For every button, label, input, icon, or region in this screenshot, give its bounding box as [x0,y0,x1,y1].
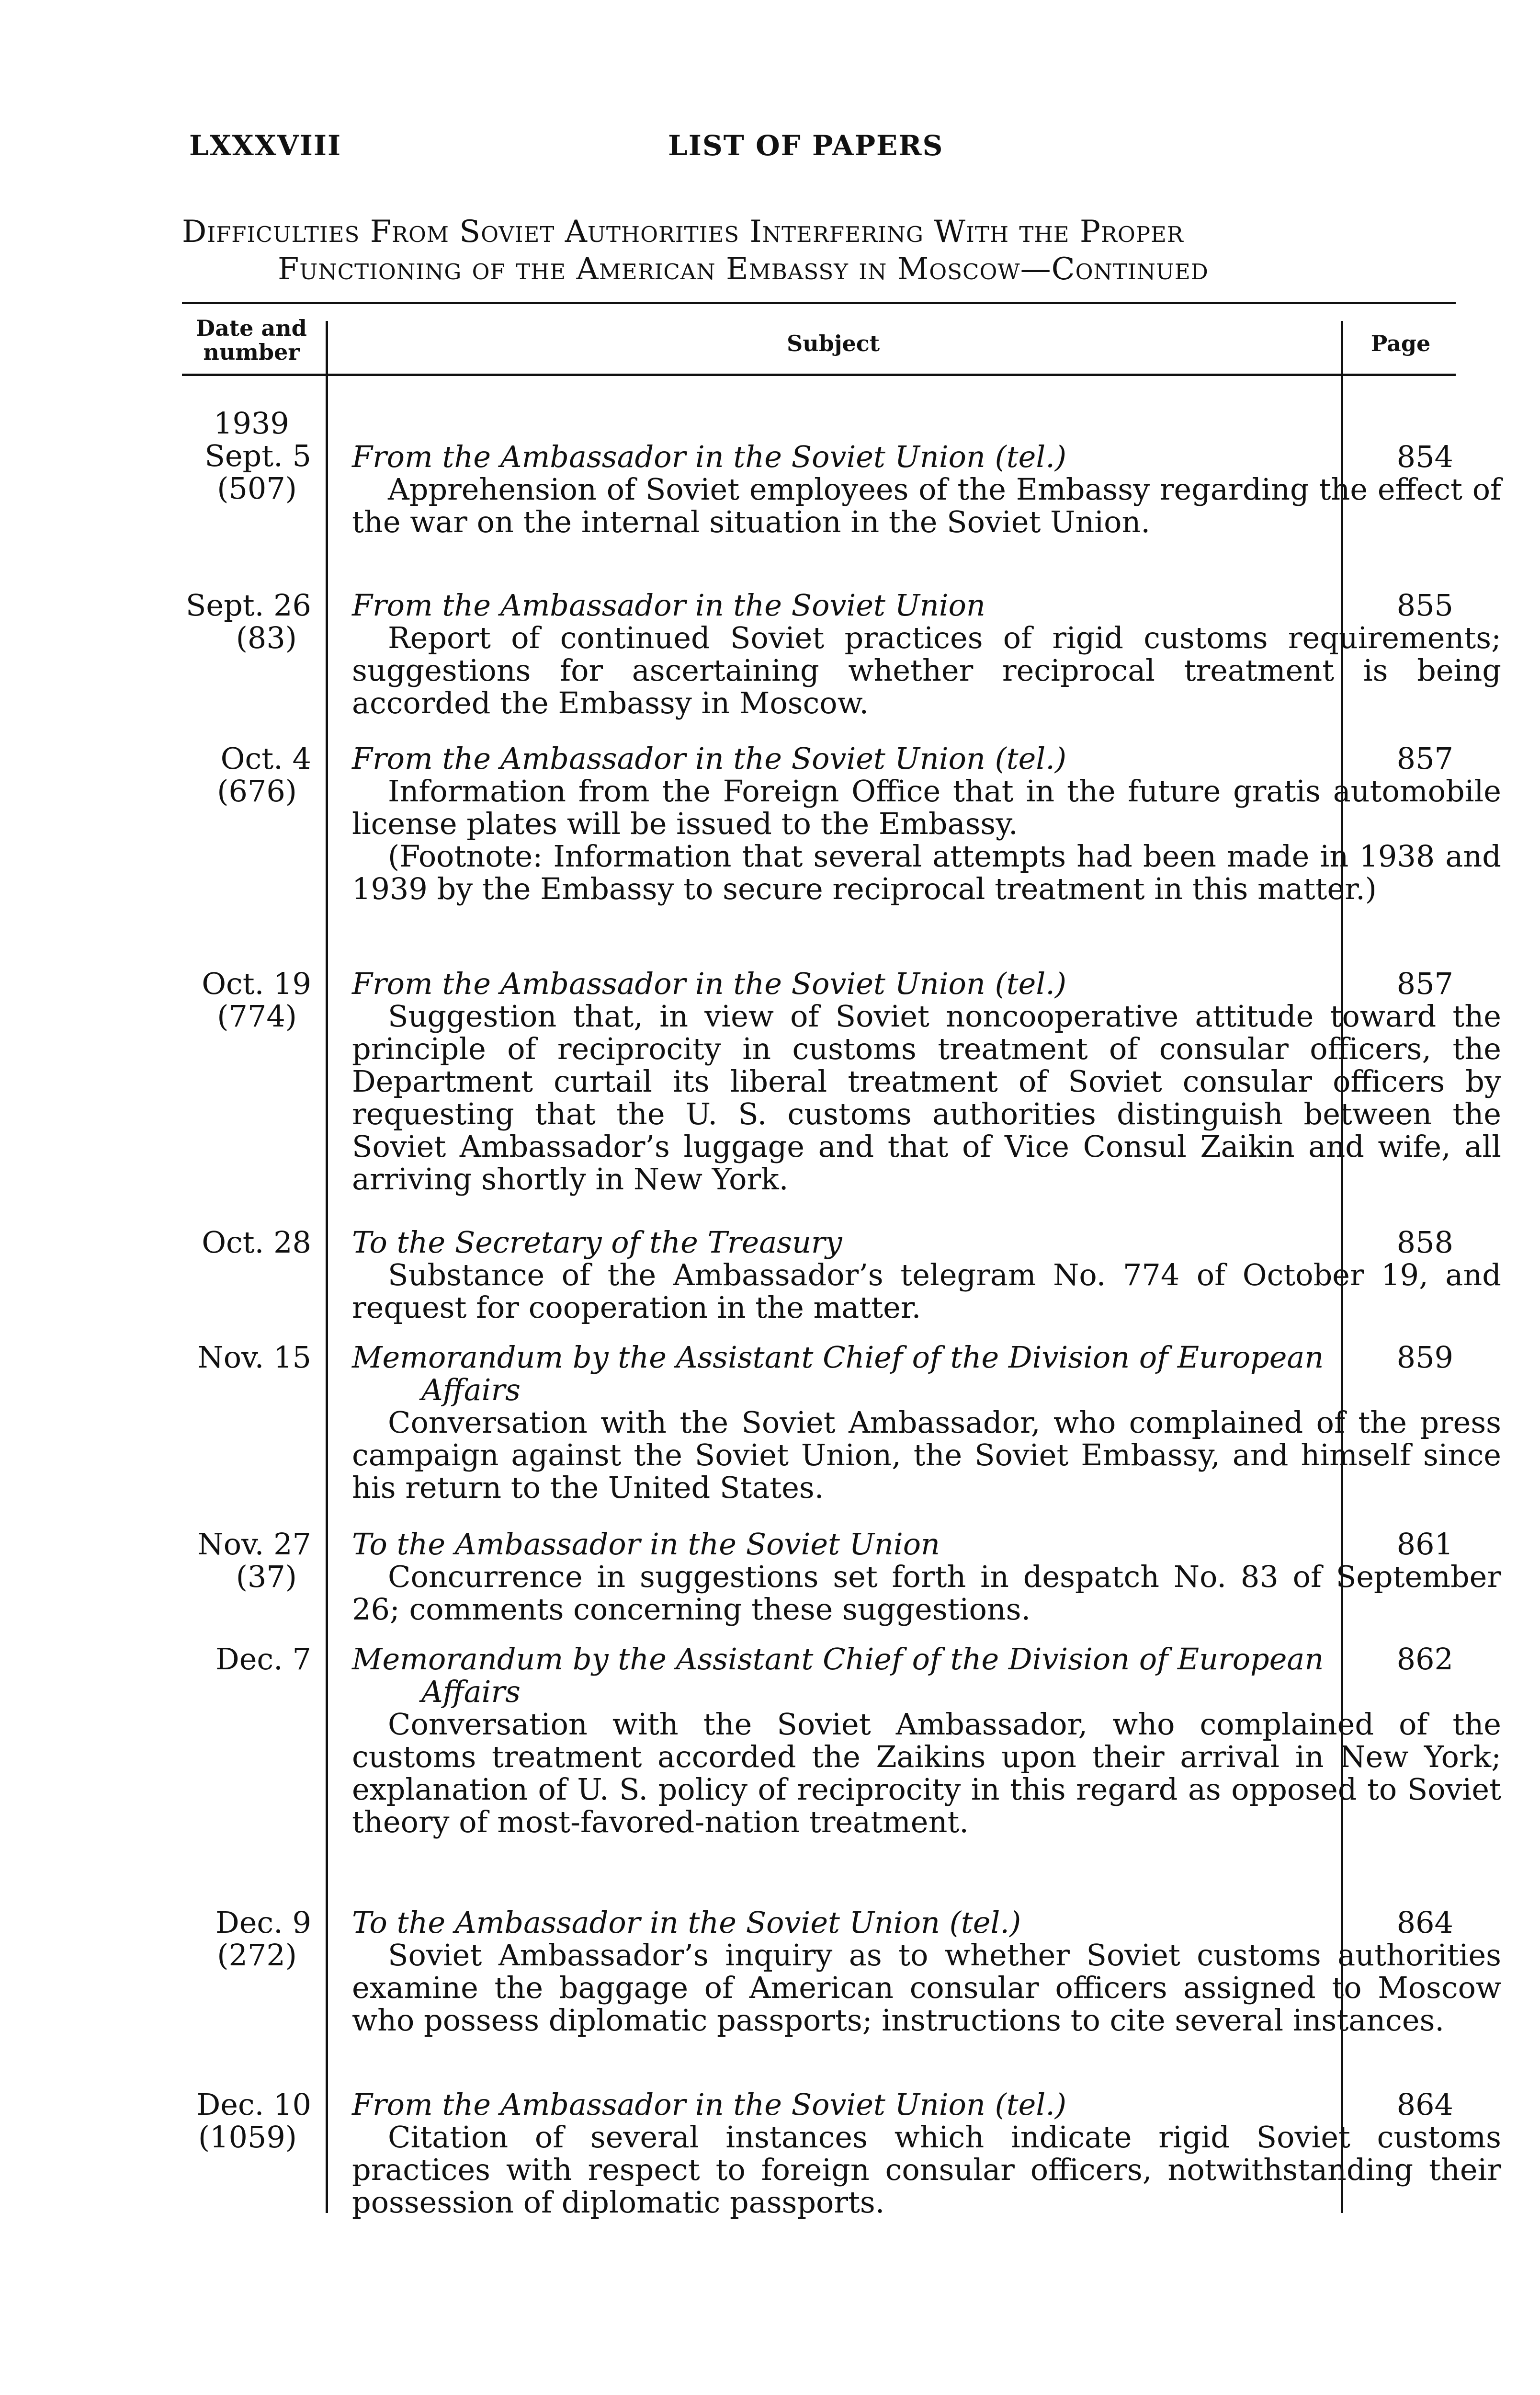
section-title-line2: Functioning of the American Embassy in Moscow—Continued [278,251,1209,287]
entry-title-text: From the Ambassador in the Soviet Union (tel.) [352,741,1067,776]
entry-subject-cell [352,968,1501,1196]
entry-title-text: To the Ambassador in the Soviet Union (tel.) [352,1905,1021,1940]
column-header-date-line2: number [203,339,300,365]
column-header-date [182,316,321,364]
entry-date: Sept. 5 [204,438,311,473]
entry-page: 857 [1396,966,1453,1001]
entry-subject-cell [352,589,1501,719]
entry-title-text: From the Ambassador in the Soviet Union (tel.) [352,2087,1067,2122]
entry-page: 855 [1396,588,1453,623]
entry-number: (83) [236,620,297,655]
entry-date: Nov. 27 [197,1527,311,1562]
entry-title [352,742,1501,775]
table-header-rule [182,374,1456,376]
entry-title-text: To the Ambassador in the Soviet Union [352,1527,940,1562]
entry-page: 854 [1396,439,1453,474]
entry-number: (1059) [198,2120,297,2155]
entry-title-text: From the Ambassador in the Soviet Union (tel.) [352,966,1067,1001]
section-title [182,213,1465,288]
entry-summary: Information from the Foreign Office that in the future gratis automobile license plates will be issued to the Embassy. [352,774,1501,841]
entry-number: (272) [217,1938,297,1973]
entry-subject-cell [352,1643,1501,1838]
page-header [189,129,1463,172]
entry-page: 859 [1396,1340,1453,1375]
entry-year: 1939 [214,406,289,441]
column-header-page: Page [1370,331,1431,356]
entry-date-cell [182,407,311,505]
entry-number: (507) [217,471,297,506]
entry-page: 862 [1396,1642,1453,1676]
entry-date-cell [182,589,311,654]
entry-summary: Concurrence in suggestions set forth in despatch No. 83 of September 26; comments concerning these suggestions. [352,1559,1501,1627]
entry-date-cell [182,742,311,808]
entry-date: Dec. 7 [215,1642,311,1676]
entry-date-cell [182,1906,311,1972]
entry-page: 858 [1396,1225,1453,1260]
entry-summary: Citation of several instances which indicate rigid Soviet customs practices with respect to foreign consular officers, notwithstanding their possession of diplomatic passports. [352,2120,1501,2220]
entry-subject-cell [352,441,1501,538]
entry-page: 861 [1396,1527,1453,1562]
entry-date: Sept. 26 [185,588,311,623]
entry-title-cont: Affairs [421,1372,521,1407]
column-header-date-line1: Date and [196,315,307,341]
entry-subject-cell [352,1226,1501,1324]
page-number: LXXXVIII [189,129,342,162]
entry-number: (774) [217,999,297,1034]
entry-summary: Soviet Ambassador’s inquiry as to whether Soviet customs authorities examine the baggage of American consular officers assigned to Moscow who possess diplomatic passports; instructions to cite several instances. [352,1938,1501,2038]
entry-title-text: From the Ambassador in the Soviet Union (tel.) [352,439,1067,474]
entry-title [352,1341,1501,1406]
entry-summary: Conversation with the Soviet Ambassador, who complained of the customs treatment accorded the Zaikins upon their arrival in New York; explanation of U. S. policy of reciprocity in this regard as opposed to Soviet theory of most-favored-nation treatment. [352,1707,1501,1839]
entry-date: Dec. 9 [215,1905,311,1940]
column-header-subject: Subject [787,331,880,356]
running-head: LIST OF PAPERS [668,129,944,162]
entry-date: Nov. 15 [197,1340,311,1375]
entry-title-text: To the Secretary of the Treasury [352,1225,842,1260]
entry-title-text: From the Ambassador in the Soviet Union [352,588,985,623]
entry-subject-cell [352,1906,1501,2037]
entry-date: Dec. 10 [196,2087,311,2122]
entry-title-cont: Affairs [421,1674,521,1709]
section-title-line1: Difficulties From Soviet Authorities Interfering With the Proper [182,214,1184,250]
entry-page: 857 [1396,741,1453,776]
entry-subject-cell [352,1528,1501,1626]
entry-summary: Apprehension of Soviet employees of the Embassy regarding the effect of the war on the internal situation in the Soviet Union. [352,472,1501,539]
entry-date-cell [182,968,311,1033]
entry-date: Oct. 4 [220,741,311,776]
entry-date: Oct. 19 [202,966,311,1001]
entry-title [352,1906,1501,1939]
entry-date-cell [182,1341,311,1374]
entry-title [352,968,1501,1000]
entry-date-cell [182,2088,311,2154]
entry-subject-cell [352,2088,1501,2219]
entry-date: Oct. 28 [202,1225,311,1260]
entry-title [352,1226,1501,1259]
table-top-rule [182,302,1456,304]
entry-summary: Report of continued Soviet practices of rigid customs requirements; suggestions for ascertaining whether reciprocal treatment is being accorded the Embassy in Moscow. [352,620,1501,720]
entry-summary: Suggestion that, in view of Soviet noncooperative attitude toward the principle of reciprocity in customs treatment of consular officers, the Department curtail its liberal treatment of Soviet consular officers by requesting that the U. S. customs authorities distinguish between the Soviet Ambassador’s luggage and that of Vice Consul Zaikin and wife, all arriving shortly in New York. [352,999,1501,1197]
entry-footnote: (Footnote: Information that several attempts had been made in 1938 and 1939 by the Embassy to secure reciprocal treatment in this matter.) [352,839,1501,906]
entry-title [352,441,1501,473]
entry-title-text: Memorandum by the Assistant Chief of the Division of European [352,1642,1324,1676]
entry-subject-cell [352,1341,1501,1504]
entry-summary: Conversation with the Soviet Ambassador, who complained of the press campaign against the Soviet Union, the Soviet Embassy, and himself since his return to the United States. [352,1405,1501,1505]
entry-title [352,2088,1501,2121]
entry-title [352,1528,1501,1561]
entry-date-cell [182,1226,311,1259]
papers-table [182,302,1501,2232]
entry-date-cell [182,1528,311,1593]
column-divider-date [326,321,328,2213]
entry-page: 864 [1396,1905,1453,1940]
entry-title [352,589,1501,622]
entry-page: 864 [1396,2087,1453,2122]
entry-subject-cell [352,742,1501,905]
entry-title [352,1643,1501,1708]
entry-number: (676) [217,774,297,809]
entry-summary: Substance of the Ambassador’s telegram No. 774 of October 19, and request for cooperation in the matter. [352,1257,1501,1325]
entry-number: (37) [236,1559,297,1594]
entry-date-cell [182,1643,311,1676]
entry-title-text: Memorandum by the Assistant Chief of the Division of European [352,1340,1324,1375]
